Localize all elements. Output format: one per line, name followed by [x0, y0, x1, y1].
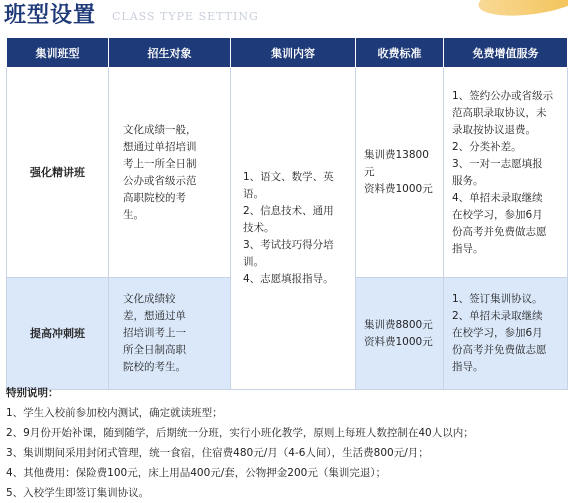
text-line: 高职院校的考 — [123, 191, 186, 204]
target-cell — [109, 68, 231, 278]
note-item: 5、入校学生即签订集训协议。 — [6, 487, 150, 499]
text-line: 技术。 — [243, 222, 275, 234]
text-line: 3、考试技巧得分培 — [243, 239, 334, 251]
note-item: 2、9月份开始补课，随到随学，后期统一分班，实行小班化教学，原则上每班人数控制在40人以内； — [6, 427, 474, 439]
text-line: 指导。 — [452, 361, 484, 373]
text-line: 在校学习，参加6月 — [452, 327, 543, 339]
fee-cell — [356, 278, 444, 390]
note-item: 4、其他费用：保险费100元，床上用品400元/套，公物押金200元（集训完退）； — [6, 467, 387, 479]
text-line: 4、志愿填报指导。 — [243, 273, 334, 285]
text-line: 生。 — [123, 208, 144, 221]
text-line: 份高考并免费做志愿 — [452, 225, 547, 238]
table-header-row — [7, 38, 568, 68]
class-type-table — [6, 37, 568, 390]
text-line: 公办或省级示范 — [123, 174, 197, 187]
text-line: 2、单招未录取继续 — [452, 310, 543, 322]
text-line: 文化成绩一般， — [123, 123, 197, 136]
text-line: 范高职录取协议，未 — [452, 106, 547, 119]
header-content: 集训内容 — [231, 38, 356, 68]
header-target: 招生对象 — [109, 38, 231, 68]
text-line: 指导。 — [452, 242, 484, 255]
header-service: 免费增值服务 — [444, 38, 568, 68]
note-item: 3、集训期间采用封闭式管理，统一食宿，住宿费480元/月（4-6人间），生活费800元/月； — [6, 447, 429, 459]
text-line: 考上一所全日制 — [123, 157, 197, 170]
text-line: 想通过单招培训 — [123, 140, 197, 153]
text-line: 训。 — [243, 256, 264, 268]
class-type-name: 强化精讲班 — [7, 68, 109, 278]
service-cell — [444, 68, 568, 278]
text-line: 集训费13800元 — [364, 149, 429, 178]
text-line: 资料费1000元 — [364, 335, 433, 348]
text-line: 文化成绩较 — [123, 293, 176, 305]
notes-title: 特别说明： — [6, 387, 59, 399]
text-line: 所全日制高职 — [123, 344, 186, 356]
table-row — [7, 68, 568, 278]
class-type-name: 提高冲刺班 — [7, 278, 109, 390]
fee-cell — [356, 68, 444, 278]
text-line: 1、语文、数学、英 — [243, 171, 334, 183]
text-line: 2、分类补差。 — [452, 140, 522, 153]
text-line: 院校的考生。 — [123, 361, 186, 373]
target-cell — [109, 278, 231, 390]
text-line: 差，想通过单 — [123, 310, 186, 322]
text-line: 份高考并免费做志愿 — [452, 344, 547, 356]
text-line: 招培训考上一 — [123, 327, 186, 339]
header-fee: 收费标准 — [356, 38, 444, 68]
text-line: 服务。 — [452, 174, 484, 187]
header-type: 集训班型 — [7, 38, 109, 68]
text-line: 资料费1000元 — [364, 183, 433, 195]
text-line: 3、一对一志愿填报 — [452, 157, 543, 170]
text-line: 4、单招未录取继续 — [452, 191, 543, 204]
text-line: 在校学习，参加6月 — [452, 208, 543, 221]
text-line: 2、信息技术、通用 — [243, 205, 334, 217]
text-line: 1、签订集训协议。 — [452, 293, 543, 305]
text-line: 集训费8800元 — [364, 318, 433, 331]
content-cell — [231, 68, 356, 390]
special-notes — [6, 383, 566, 503]
service-cell — [444, 278, 568, 390]
page-subtitle: CLASS TYPE SETTING — [112, 10, 259, 23]
text-line: 1、签约公办或省级示 — [452, 89, 554, 102]
text-line: 语。 — [243, 188, 264, 200]
text-line: 录取按协议退费。 — [452, 123, 536, 136]
note-item: 1、学生入校前参加校内测试，确定就读班型； — [6, 407, 223, 419]
page-title: 班型设置 — [4, 3, 97, 28]
